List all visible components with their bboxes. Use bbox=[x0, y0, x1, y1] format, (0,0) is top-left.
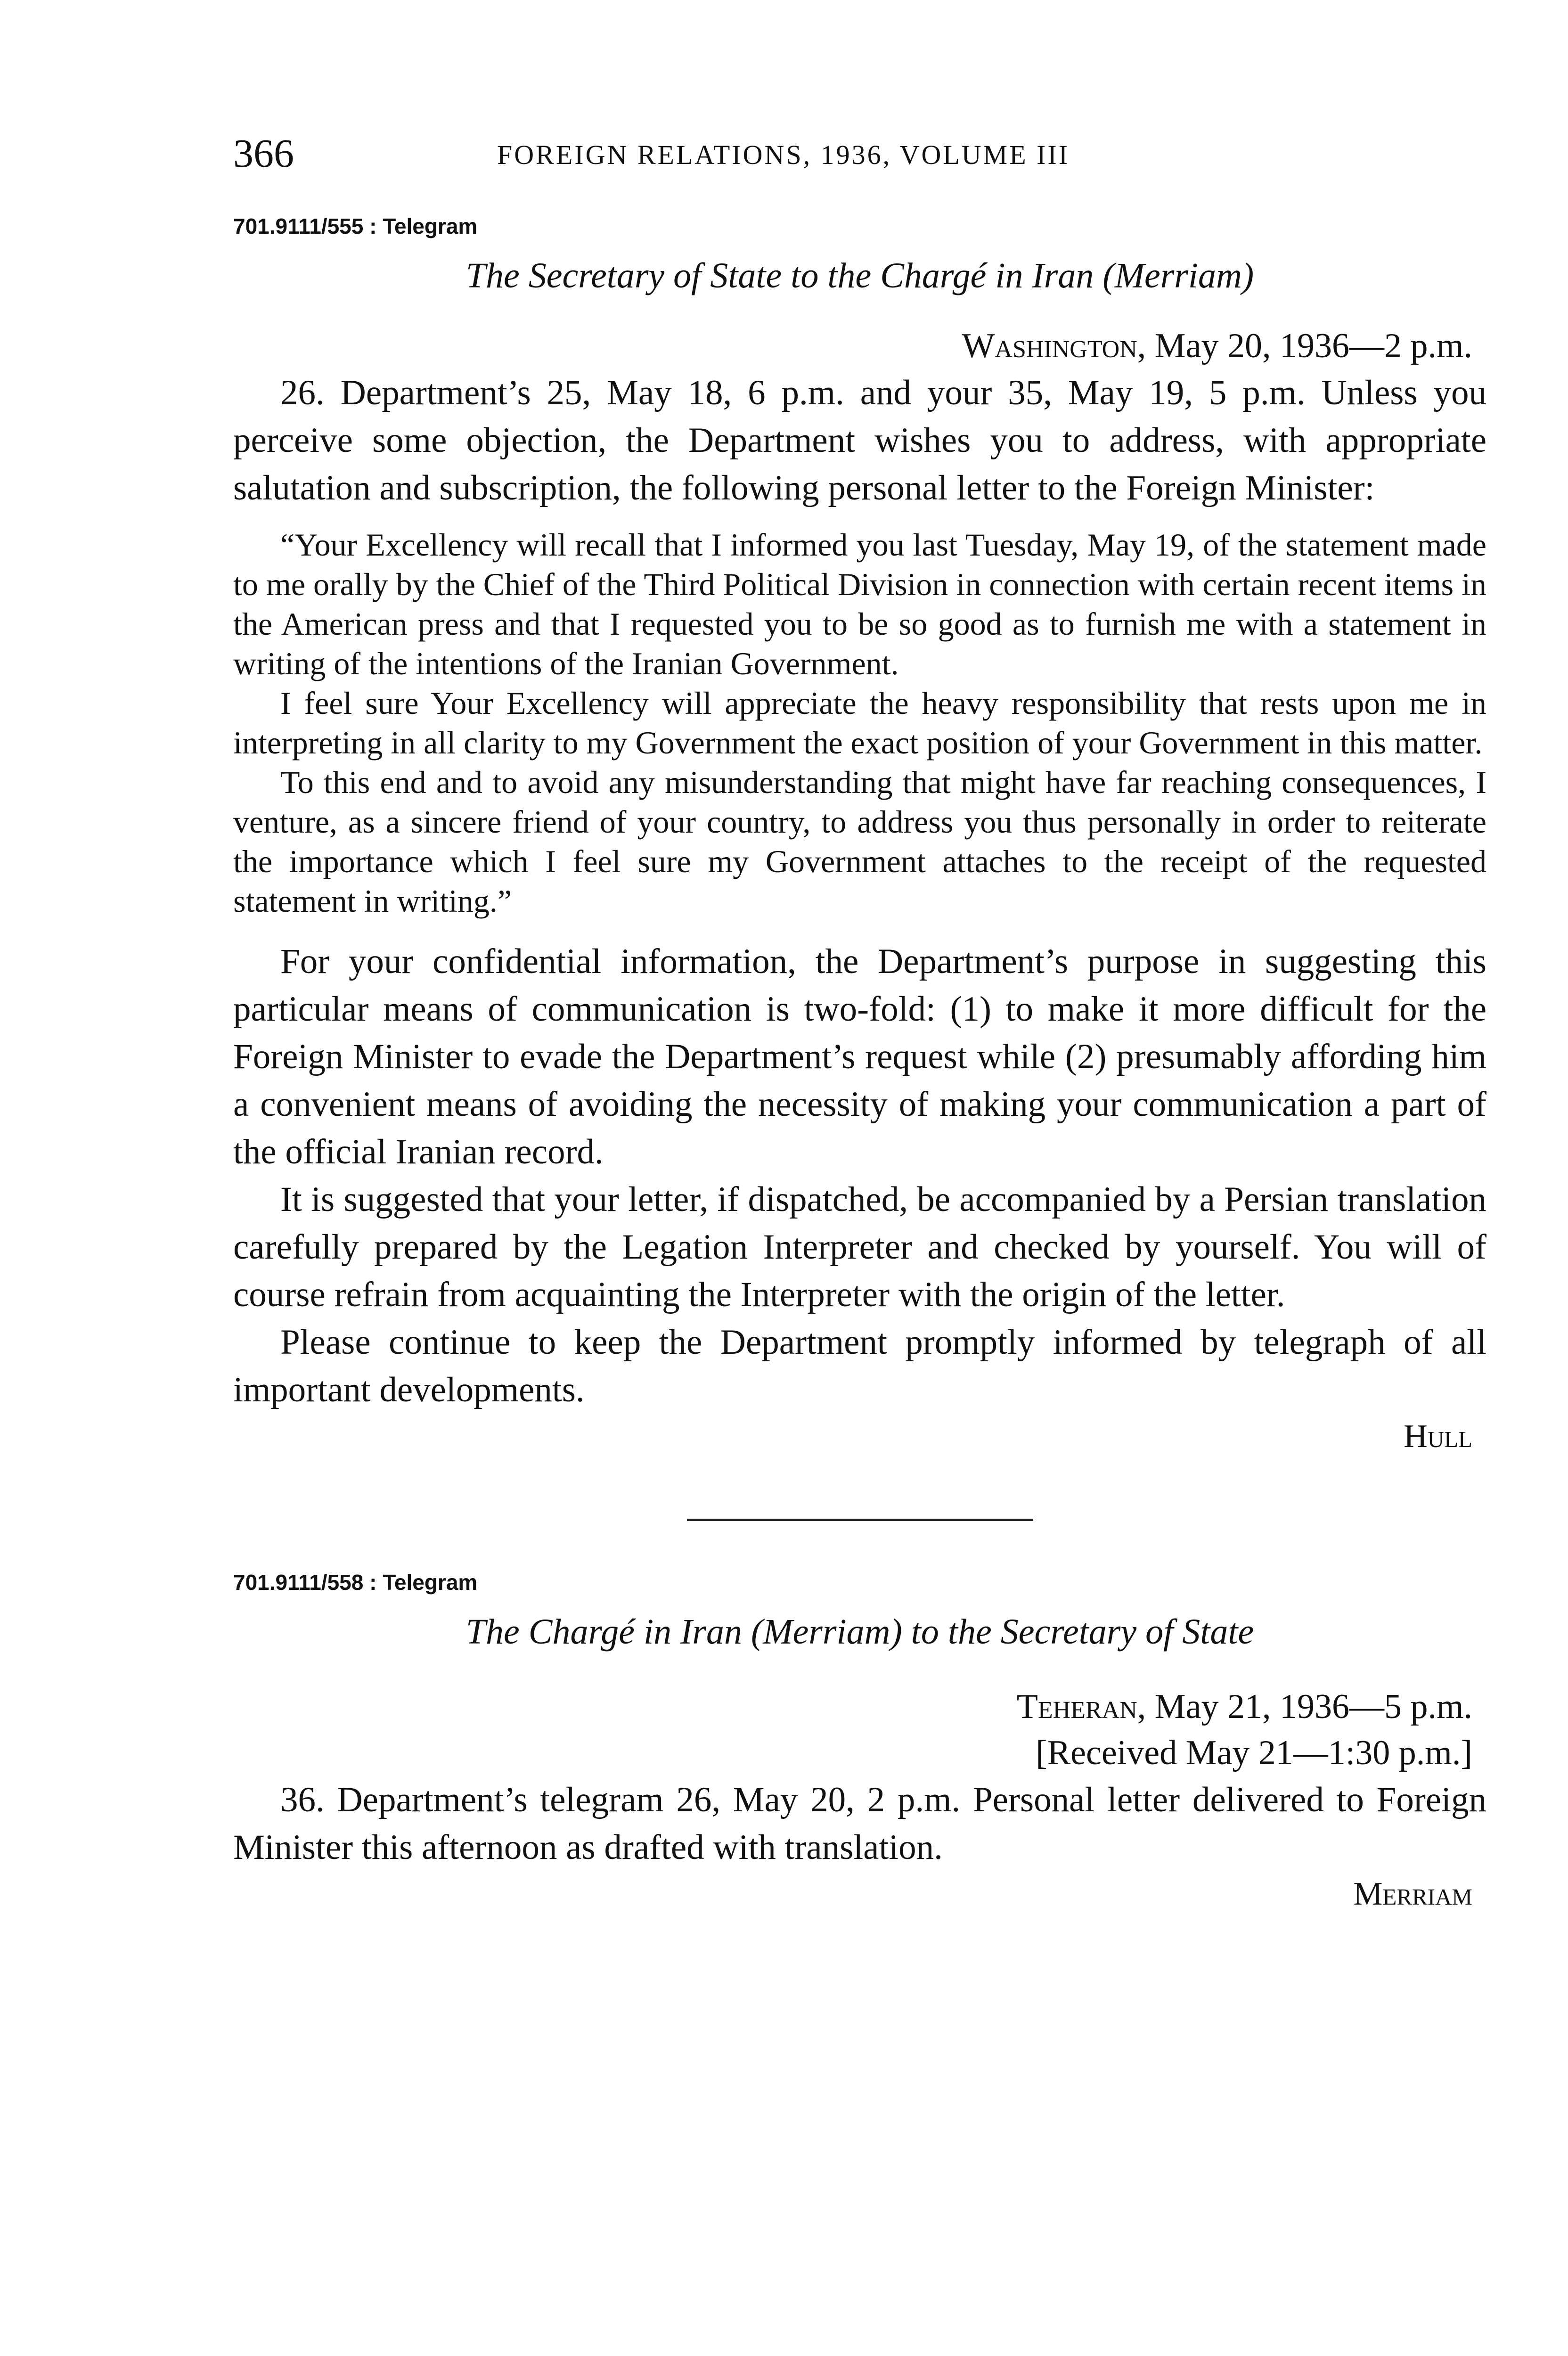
quoted-letter-paragraph: I feel sure Your Excellency will appreciate the heavy responsibility that rests upon me in interpreting in all clarity to my Government the exact position of your Government in this matter. bbox=[233, 685, 1486, 761]
telegram-555 bbox=[233, 210, 1486, 1460]
dateline-place: Teheran bbox=[1016, 1687, 1137, 1726]
dateline-date: , May 21, 1936—5 p.m. bbox=[1137, 1687, 1472, 1726]
document-title: The Chargé in Iran (Merriam) to the Secretary of State bbox=[466, 1612, 1254, 1652]
page-number: 366 bbox=[233, 131, 294, 176]
file-reference: 701.9111/558 : Telegram bbox=[233, 1570, 478, 1595]
running-head: FOREIGN RELATIONS, 1936, VOLUME III bbox=[497, 139, 1070, 170]
paragraph: It is suggested that your letter, if dispatched, be accompanied by a Persian translation carefully prepared by the Legation Interpreter and checked by yourself. You will of course refrain from acquainting the Interpreter with the origin of the letter. bbox=[233, 1180, 1486, 1314]
quoted-letter-paragraph: “Your Excellency will recall that I informed you last Tuesday, May 19, of the statement made to me orally by the Chief of the Third Political Division in connection with certain recent items in the American press and that I requested you to be so good as to furnish me with a statement in writing of the intentions of the Iranian Government. bbox=[233, 527, 1486, 681]
dateline-date: , May 20, 1936—2 p.m. bbox=[1137, 327, 1472, 365]
paragraph: 36. Department’s telegram 26, May 20, 2 p.m. Personal letter delivered to Foreign Minister this afternoon as drafted with translation. bbox=[233, 1780, 1486, 1867]
quoted-letter-paragraph: To this end and to avoid any misunderstanding that might have far reaching consequences, I venture, as a sincere friend of your country, to address you thus personally in order to reiterate the importance which I feel sure my Government attaches to the receipt of the requested statement in writing.” bbox=[233, 764, 1486, 919]
paragraph: 26. Department’s 25, May 18, 6 p.m. and your 35, May 19, 5 p.m. Unless you perceive some objection, the Department wishes you to address, with appropriate salutation and subscription, the following personal letter to the Foreign Minister: bbox=[233, 373, 1486, 507]
signature: Merriam bbox=[1353, 1876, 1472, 1912]
telegram-558 bbox=[233, 1566, 1486, 1917]
file-reference: 701.9111/555 : Telegram bbox=[233, 214, 478, 238]
received-line: [Received May 21—1:30 p.m.] bbox=[1036, 1734, 1472, 1772]
paragraph: For your confidential information, the Department’s purpose in suggesting this particular means of communication is two-fold: (1) to make it more difficult for the Foreign Minister to evade the Department’s request while (2) presumably affording him a convenient means of avoiding the necessity of making your communication a part of the official Iranian record. bbox=[233, 942, 1486, 1171]
page-content bbox=[233, 210, 1486, 1917]
dateline-place: Washington bbox=[962, 327, 1137, 365]
dateline bbox=[233, 1684, 1486, 1730]
dateline bbox=[233, 323, 1486, 369]
document-title: The Secretary of State to the Chargé in Iran (Merriam) bbox=[466, 256, 1254, 295]
signature: Hull bbox=[1404, 1418, 1472, 1455]
page-header bbox=[233, 127, 1505, 184]
paragraph: Please continue to keep the Department promptly informed by telegraph of all important developments. bbox=[233, 1323, 1486, 1409]
